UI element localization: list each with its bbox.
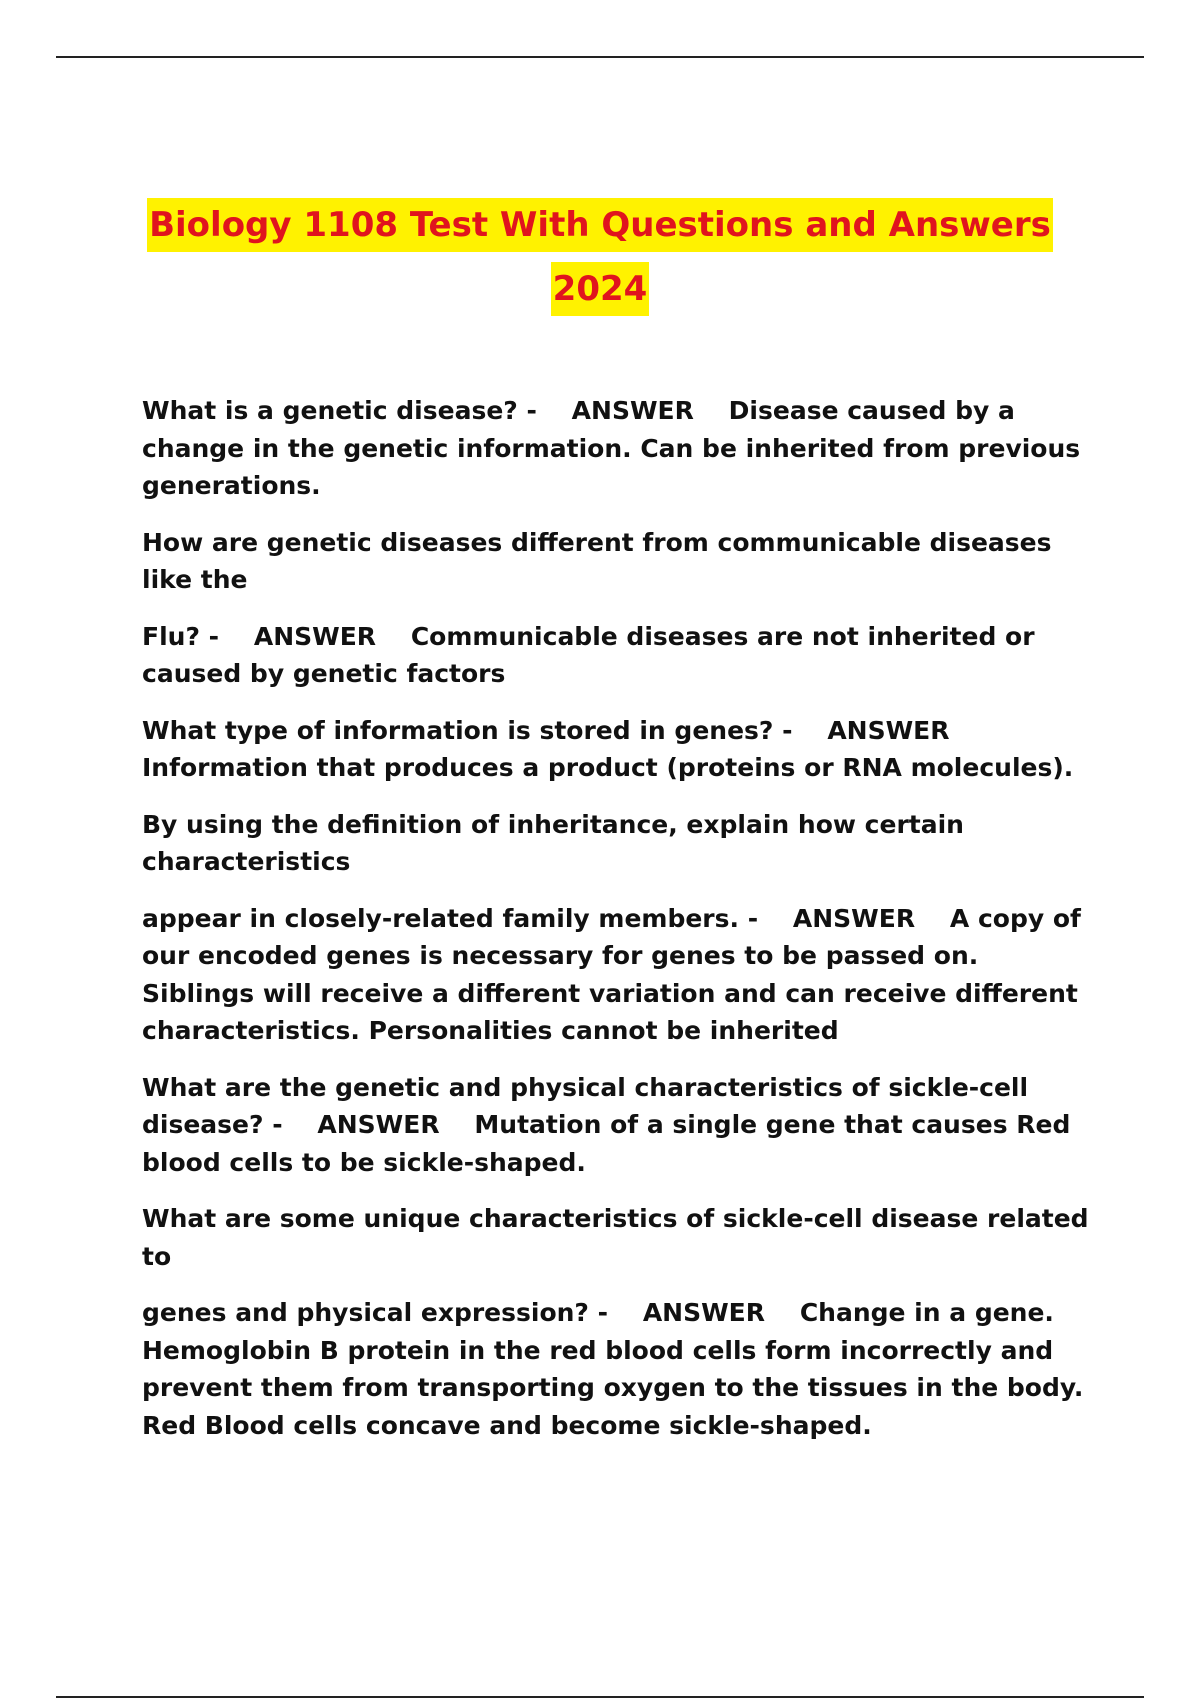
- qa-paragraph: Flu? - ANSWER Communicable diseases are not inherited or caused by genetic factors: [142, 621, 1044, 688]
- title-line-1: Biology 1108 Test With Questions and Answers: [147, 198, 1053, 252]
- qa-paragraph: What type of information is stored in genes? - ANSWER Information that produces a product (proteins or RNA molecules).: [142, 715, 1074, 782]
- qa-paragraph: appear in closely-related family members. - ANSWER A copy of our encoded genes is necessary for genes to be passed on. Siblings will receive a different variation and can receive different characteristics. Personalities cannot be inherited: [142, 903, 1090, 1045]
- qa-paragraph: genes and physical expression? - ANSWER Change in a gene. Hemoglobin B protein in the red blood cells form incorrectly and prevent them from transporting oxygen to the tissues in the body. Red Blood cells concave and become sickle-shaped.: [142, 1298, 1093, 1440]
- qa-paragraph: What are the genetic and physical characteristics of sickle-cell disease? - ANSWER Mutation of a single gene that causes Red blood cells to be sickle-shaped.: [142, 1072, 1080, 1177]
- document-title: [0, 196, 1200, 324]
- qa-list: [142, 392, 1097, 1463]
- qa-paragraph: What is a genetic disease? - ANSWER Disease caused by a change in the genetic information. Can be inherited from previous generations.: [142, 396, 1089, 500]
- qa-paragraph: What are some unique characteristics of sickle-cell disease related to: [142, 1204, 1098, 1271]
- qa-paragraph: By using the definition of inheritance, explain how certain characteristics: [142, 809, 973, 876]
- footer-rule: [56, 1696, 1144, 1698]
- qa-paragraph: How are genetic diseases different from communicable diseases like the: [142, 527, 1061, 594]
- header-rule: [56, 56, 1144, 58]
- title-line-2: 2024: [551, 262, 650, 316]
